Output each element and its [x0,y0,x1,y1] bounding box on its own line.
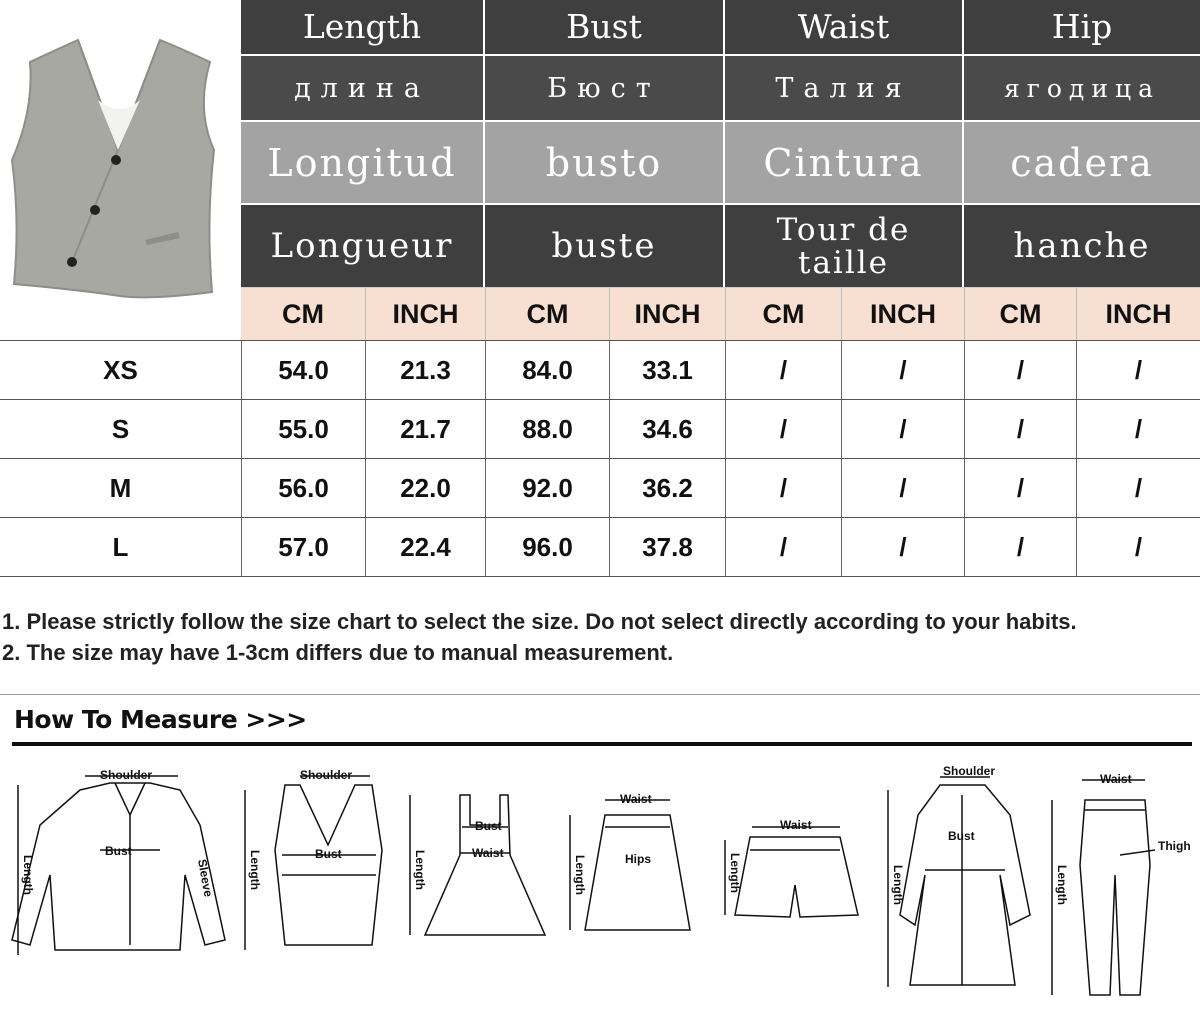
label-length: Length [573,855,587,895]
header-row-russian [241,54,1200,122]
header-length-fr: Longueur [241,205,485,289]
table-cell: 92.0 [485,459,609,517]
table-cell: 22.0 [365,459,485,517]
table-cell: / [841,400,964,458]
header-length: Length [241,0,485,54]
table-cell: / [725,459,841,517]
table-cell: / [1076,518,1200,576]
table-cell: 96.0 [485,518,609,576]
table-row [0,458,1200,517]
unit-cell: CM [282,299,324,329]
unit-cell: CM [485,288,609,341]
table-cell: / [964,518,1076,576]
header-row-french [241,203,1200,289]
header-bust-ru: Бюст [485,56,725,122]
label-shoulder: Shoulder [943,764,996,778]
how-to-measure-title: How To Measure >>> [14,705,307,734]
label-length: Length [248,850,262,890]
size-table [0,340,1200,577]
table-cell: 33.1 [609,341,725,399]
label-bust: Bust [315,847,342,861]
header-row-english [241,0,1200,54]
header-waist-fr: Tour de taille [725,205,964,289]
note-1: 1. Please strictly follow the size chart to select the size. Do not select directly according to your habits. [2,609,1077,634]
divider [0,694,1200,695]
table-cell: 54.0 [241,341,365,399]
product-image [0,0,241,338]
table-cell: 21.7 [365,400,485,458]
table-cell: / [964,341,1076,399]
title-underline [12,742,1192,746]
header-hip-es: cadera [1010,140,1154,185]
size-label: S [111,413,130,444]
table-cell: 55.0 [241,400,365,458]
size-label: XS [103,354,138,385]
size-label: M [109,472,132,503]
table-cell: 34.6 [609,400,725,458]
label-length: Length [891,865,905,905]
table-cell: / [964,459,1076,517]
header-hip: Hip [1051,6,1113,46]
label-thigh: Thigh [1158,839,1191,853]
vest-illustration [0,0,241,338]
units-row [241,287,1200,341]
table-cell: 56.0 [241,459,365,517]
label-shoulder: Shoulder [100,768,153,782]
label-waist: Waist [1100,772,1132,786]
table-cell: / [1076,459,1200,517]
table-cell: 22.4 [365,518,485,576]
header-bust-fr: buste [485,205,725,289]
header-hip-ru: ягодица [1004,73,1160,103]
table-cell: / [725,400,841,458]
label-bust: Bust [475,819,502,833]
unit-cell: CM [725,288,841,341]
unit-cell: CM [964,288,1076,341]
label-hips: Hips [625,852,652,866]
header-waist: Waist [725,0,964,54]
measure-diagrams [0,755,1200,1011]
table-cell: 84.0 [485,341,609,399]
size-label: L [112,531,129,562]
note-2: 2. The size may have 1-3cm differs due to manual measurement. [2,640,674,665]
label-sleeve: Sleeve [195,858,216,898]
label-shoulder: Shoulder [300,768,353,782]
header-length-es: Longitud [241,122,485,205]
unit-cell: INCH [365,288,485,341]
table-cell: 37.8 [609,518,725,576]
table-cell: / [1076,341,1200,399]
table-cell: / [725,341,841,399]
table-row [0,399,1200,458]
label-waist: Waist [472,846,504,860]
unit-cell: INCH [1076,288,1200,341]
label-length: Length [728,853,742,893]
unit-cell: INCH [841,288,964,341]
size-notes [2,606,1077,668]
table-cell: 88.0 [485,400,609,458]
label-waist: Waist [620,792,652,806]
table-cell: / [725,518,841,576]
label-bust: Bust [948,829,975,843]
table-cell: 36.2 [609,459,725,517]
header-length-ru: длина [241,56,485,122]
table-row [0,517,1200,577]
header-hip-fr: hanche [1013,226,1151,267]
table-cell: 57.0 [241,518,365,576]
unit-cell: INCH [609,288,725,341]
table-cell: / [964,400,1076,458]
label-bust: Bust [105,844,132,858]
table-cell: / [1076,400,1200,458]
header-waist-es: Cintura [725,122,964,205]
table-cell: / [841,341,964,399]
label-length: Length [1055,865,1069,905]
table-row [0,340,1200,399]
header-bust-es: busto [485,122,725,205]
garment-diagrams [0,755,1200,1011]
label-waist: Waist [780,818,812,832]
header-waist-ru: Талия [725,56,964,122]
header-row-spanish [241,120,1200,205]
table-cell: 21.3 [365,341,485,399]
table-cell: / [841,518,964,576]
header-bust: Bust [485,0,725,54]
label-length: Length [413,850,427,890]
table-cell: / [841,459,964,517]
label-length: Length [21,855,35,895]
